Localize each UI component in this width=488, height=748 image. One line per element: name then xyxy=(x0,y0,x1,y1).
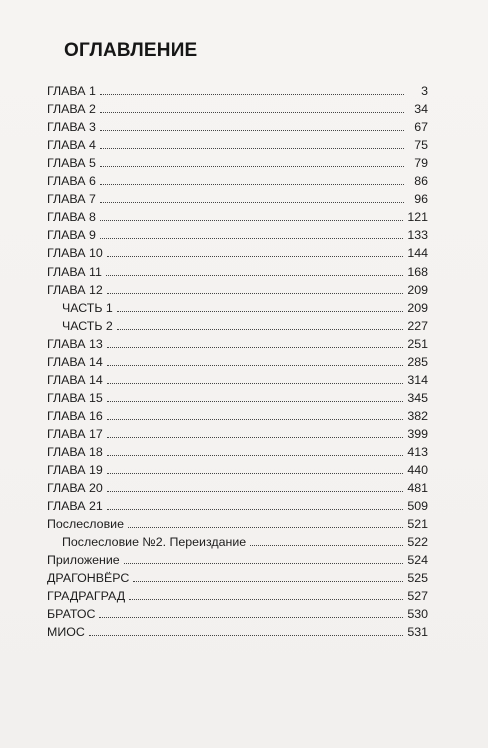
dot-leader xyxy=(100,184,404,185)
toc-entry-label: ГЛАВА 16 xyxy=(47,408,103,423)
toc-entry-label: Послесловие xyxy=(47,517,124,532)
dot-leader xyxy=(107,347,404,348)
dot-leader xyxy=(99,617,403,618)
toc-entry-label: МИОС xyxy=(47,625,85,640)
dot-leader xyxy=(107,401,404,402)
toc-entry-page-number: 75 xyxy=(414,138,428,153)
toc-entry xyxy=(47,262,428,280)
toc-entry xyxy=(47,425,428,443)
dot-leader xyxy=(100,220,403,221)
toc-entry xyxy=(47,118,428,136)
toc-entry-label: ГЛАВА 11 xyxy=(47,264,102,279)
toc-entry xyxy=(47,82,428,100)
toc-entry-label: ГЛАВА 20 xyxy=(47,481,103,496)
dot-leader xyxy=(107,437,404,438)
toc-entry-page-number: 209 xyxy=(407,282,428,297)
toc-entry-page-number: 314 xyxy=(407,372,428,387)
toc-entry-label: Послесловие №2. Переиздание xyxy=(62,535,247,550)
toc-entry xyxy=(47,172,428,190)
toc-entry xyxy=(47,154,428,172)
toc-entry xyxy=(47,515,428,533)
toc-entry-page-number: 413 xyxy=(407,444,428,459)
toc-entry-label: ГЛАВА 19 xyxy=(47,463,103,478)
toc-entry xyxy=(47,281,428,299)
dot-leader xyxy=(100,166,404,167)
toc-entry-label: ЧАСТЬ 1 xyxy=(62,300,113,315)
toc-entry xyxy=(47,100,428,118)
toc-entry-page-number: 531 xyxy=(407,625,428,640)
toc-entry-label: ГЛАВА 4 xyxy=(47,138,96,153)
toc-entry-label: ГЛАВА 13 xyxy=(47,336,103,351)
toc-entry xyxy=(47,244,428,262)
toc-entry-page-number: 527 xyxy=(407,589,428,604)
toc-entry xyxy=(47,353,428,371)
dot-leader xyxy=(107,455,404,456)
toc-entry xyxy=(47,605,428,623)
toc-entry-label: ГЛАВА 9 xyxy=(47,228,96,243)
toc-entry xyxy=(47,443,428,461)
toc-entry-page-number: 399 xyxy=(407,426,428,441)
toc-entry-label: ГЛАВА 21 xyxy=(47,499,103,514)
toc-entry-page-number: 524 xyxy=(407,553,428,568)
toc-entry-label: ГЛАВА 1 xyxy=(47,84,96,99)
dot-leader xyxy=(100,202,404,203)
toc-entry-page-number: 168 xyxy=(407,264,428,279)
toc-entry-page-number: 481 xyxy=(407,481,428,496)
page-title: ОГЛАВЛЕНИЕ xyxy=(64,40,198,61)
toc-entry-label: ЧАСТЬ 2 xyxy=(62,318,113,333)
toc-entry xyxy=(47,569,428,587)
toc-entry-label: ГЛАВА 17 xyxy=(47,426,103,441)
toc-entry xyxy=(47,479,428,497)
toc-entry-label: ГЛАВА 6 xyxy=(47,174,96,189)
dot-leader xyxy=(128,527,403,528)
toc-entry-label: ГЛАВА 2 xyxy=(47,102,96,117)
dot-leader xyxy=(100,94,404,95)
toc-entry xyxy=(47,299,428,317)
toc-entry xyxy=(47,461,428,479)
toc-entry-page-number: 440 xyxy=(407,463,428,478)
toc-entry-page-number: 34 xyxy=(414,102,428,117)
dot-leader xyxy=(129,599,403,600)
dot-leader xyxy=(100,112,404,113)
toc-entry-page-number: 67 xyxy=(414,120,428,135)
dot-leader xyxy=(100,238,403,239)
toc-entry-label: Приложение xyxy=(47,553,120,568)
toc-entry-page-number: 345 xyxy=(407,390,428,405)
dot-leader xyxy=(124,563,404,564)
toc-entry-page-number: 227 xyxy=(407,318,428,333)
toc-entry-label: ГЛАВА 8 xyxy=(47,210,96,225)
dot-leader xyxy=(100,148,404,149)
toc-entry-label: ГЛАВА 7 xyxy=(47,192,96,207)
toc-entry-page-number: 144 xyxy=(407,246,428,261)
toc-entry-page-number: 209 xyxy=(407,300,428,315)
toc-entry-label: ГЛАВА 5 xyxy=(47,156,96,171)
toc-entry-page-number: 133 xyxy=(407,228,428,243)
toc-entry-label: ГЛАВА 14 xyxy=(47,354,103,369)
toc-entry xyxy=(47,371,428,389)
toc-entry-page-number: 121 xyxy=(407,210,428,225)
dot-leader xyxy=(117,311,403,312)
toc-entry-page-number: 285 xyxy=(407,354,428,369)
toc-entry xyxy=(47,587,428,605)
toc-entry-label: ГЛАВА 10 xyxy=(47,246,103,261)
table-of-contents xyxy=(47,82,428,641)
dot-leader xyxy=(107,473,404,474)
dot-leader xyxy=(250,545,403,546)
dot-leader xyxy=(107,365,404,366)
toc-entry-label: БРАТОС xyxy=(47,607,96,622)
toc-entry-page-number: 79 xyxy=(414,156,428,171)
toc-entry-label: ГЛАВА 18 xyxy=(47,444,103,459)
toc-entry-label: ГЛАВА 12 xyxy=(47,282,103,297)
dot-leader xyxy=(107,383,404,384)
dot-leader xyxy=(133,581,403,582)
toc-entry xyxy=(47,497,428,515)
dot-leader xyxy=(107,509,404,510)
toc-entry-page-number: 96 xyxy=(414,192,428,207)
toc-entry-page-number: 509 xyxy=(407,499,428,514)
toc-entry-page-number: 251 xyxy=(407,336,428,351)
toc-entry xyxy=(47,407,428,425)
dot-leader xyxy=(117,329,403,330)
toc-entry-page-number: 522 xyxy=(407,535,428,550)
toc-entry xyxy=(47,551,428,569)
dot-leader xyxy=(107,491,404,492)
dot-leader xyxy=(107,419,404,420)
toc-entry-label: ГЛАВА 3 xyxy=(47,120,96,135)
toc-entry xyxy=(47,533,428,551)
dot-leader xyxy=(100,130,404,131)
toc-entry-page-number: 525 xyxy=(407,571,428,586)
toc-entry xyxy=(47,623,428,641)
toc-entry-label: ДРАГОНВЁРС xyxy=(47,571,130,586)
toc-entry xyxy=(47,335,428,353)
toc-entry-label: ГЛАВА 15 xyxy=(47,390,103,405)
toc-entry xyxy=(47,190,428,208)
dot-leader xyxy=(106,275,403,276)
dot-leader xyxy=(89,635,403,636)
toc-entry-page-number: 86 xyxy=(414,174,428,189)
toc-entry xyxy=(47,208,428,226)
toc-entry xyxy=(47,226,428,244)
toc-entry-page-number: 530 xyxy=(407,607,428,622)
toc-entry-page-number: 382 xyxy=(407,408,428,423)
dot-leader xyxy=(107,256,404,257)
toc-entry xyxy=(47,136,428,154)
toc-entry-page-number: 521 xyxy=(407,517,428,532)
toc-entry-page-number: 3 xyxy=(421,84,428,99)
toc-entry xyxy=(47,317,428,335)
toc-entry-label: ГЛАВА 14 xyxy=(47,372,103,387)
dot-leader xyxy=(107,293,404,294)
toc-entry xyxy=(47,389,428,407)
toc-entry-label: ГРАДРАГРАД xyxy=(47,589,126,604)
